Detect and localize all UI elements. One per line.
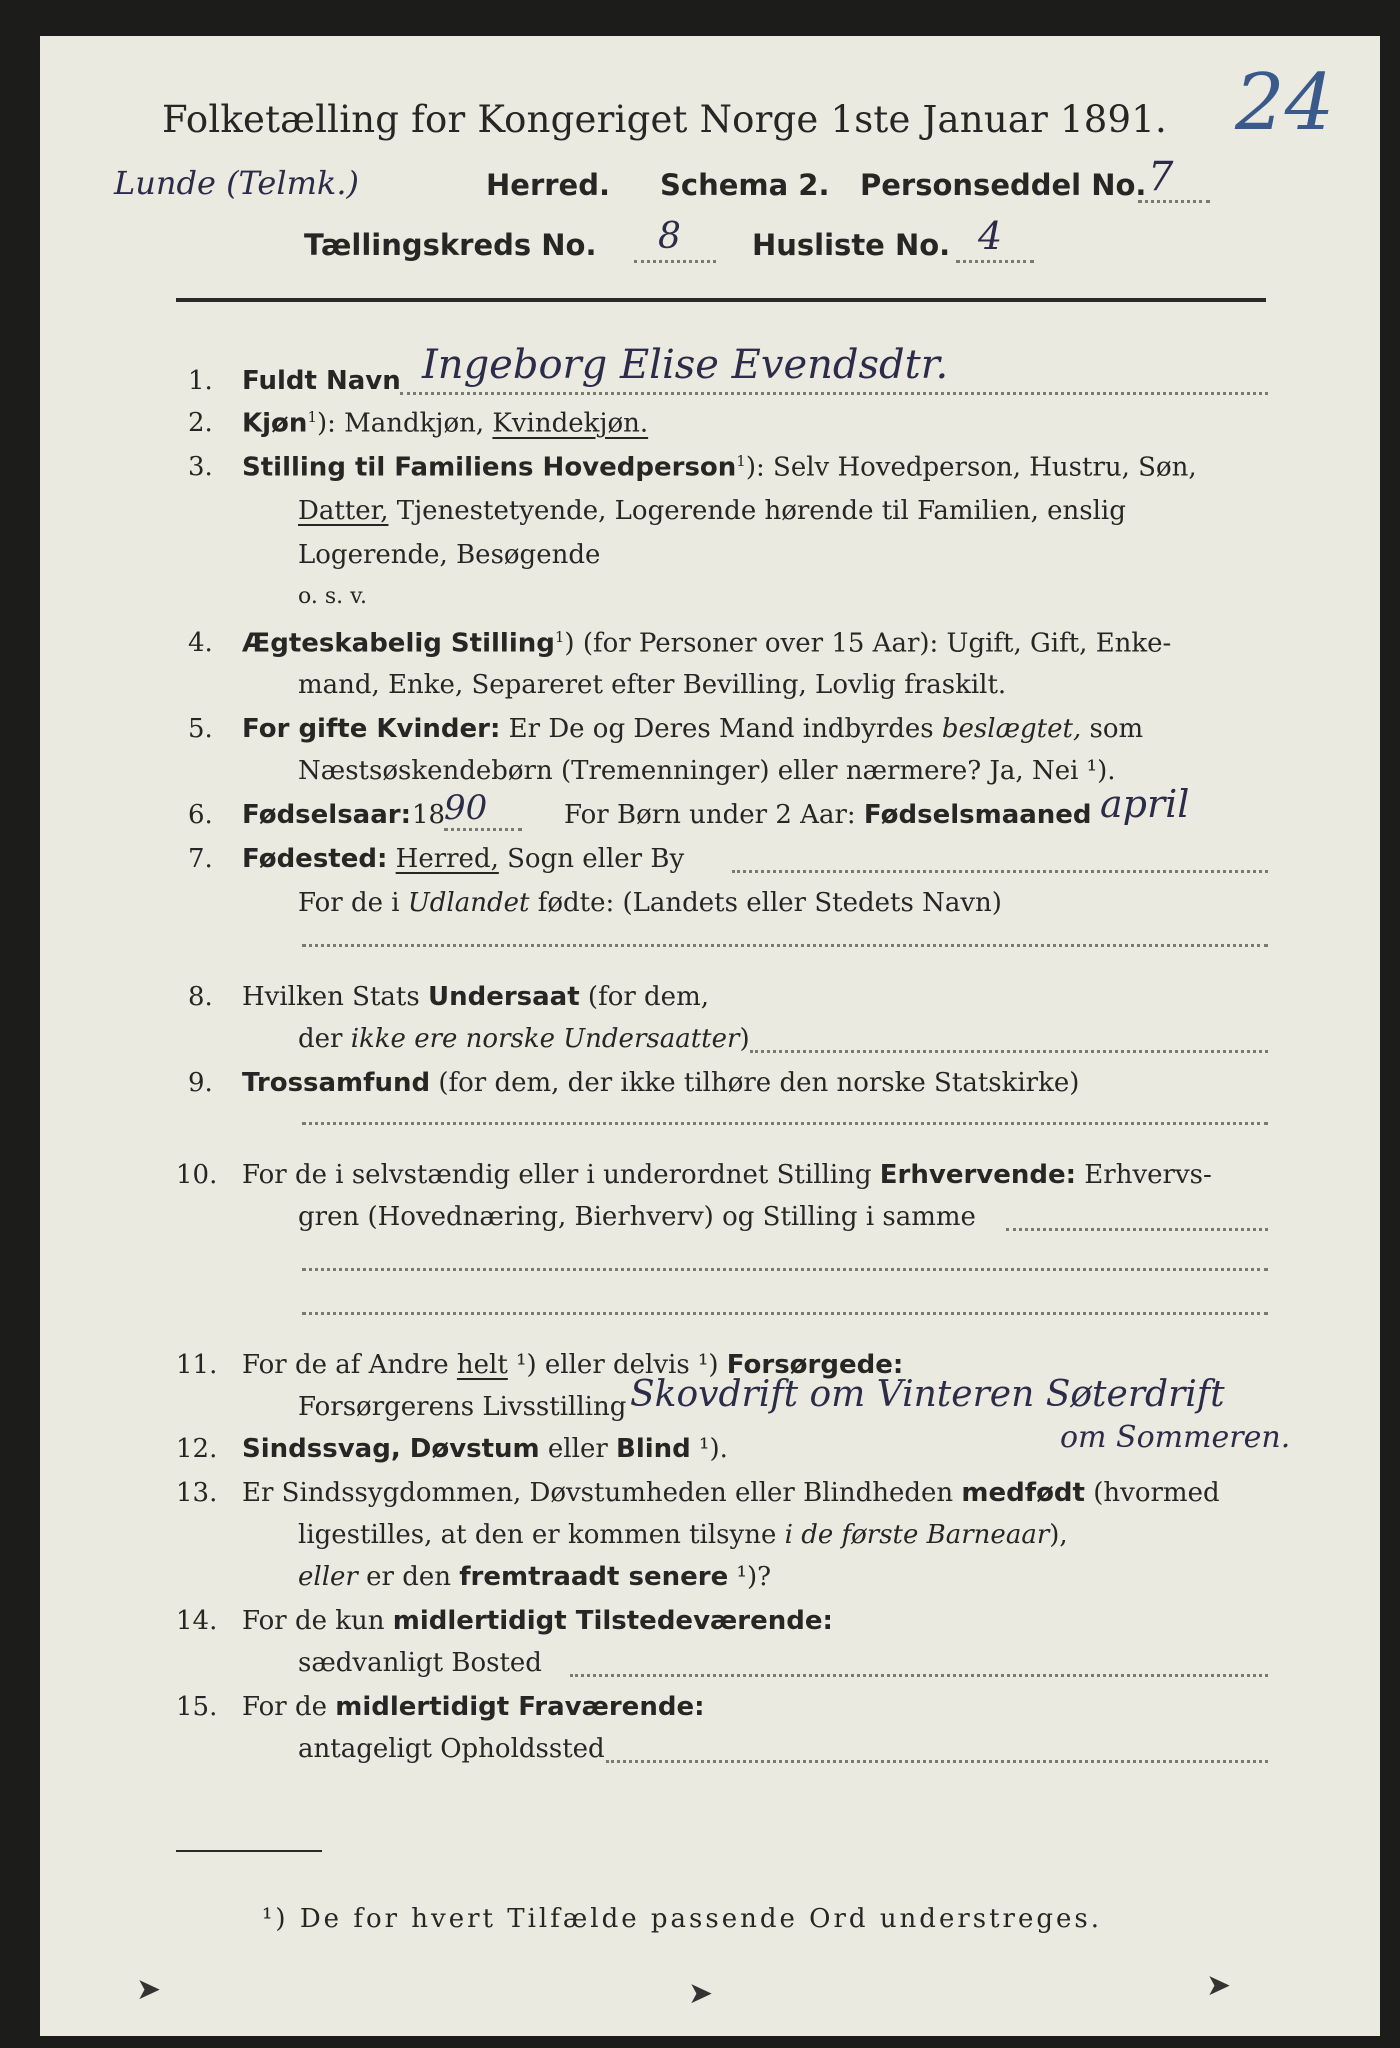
- q13-line3: [298, 1562, 771, 1592]
- footnote-rule: [176, 1850, 322, 1852]
- q8-line2-italic: ikke ere norske Undersaatter: [350, 1024, 740, 1054]
- q1-name-value: Ingeborg Elise Evendsdtr.: [422, 342, 949, 388]
- census-form-page: [40, 36, 1380, 2036]
- q10-number: 10.: [176, 1160, 218, 1190]
- q15-number: 15.: [176, 1692, 218, 1722]
- q2-label: Kjøn: [242, 408, 308, 439]
- q6-number: 6.: [188, 800, 213, 830]
- q11-label: Forsørgede:: [726, 1350, 904, 1380]
- q1-number: 1.: [188, 366, 213, 396]
- q13-line1-b: (hvormed: [1084, 1478, 1220, 1508]
- q7-label: Fødested:: [242, 844, 388, 874]
- q6-label: Fødselsaar:: [242, 800, 411, 830]
- q13-line1: [242, 1478, 1220, 1508]
- q9-line: [242, 1068, 1079, 1098]
- q3-line1: [242, 452, 1197, 483]
- q1-label: Fuldt Navn: [242, 366, 401, 396]
- q9-text: (for dem, der ikke tilhøre den norske Statskirke): [430, 1068, 1080, 1098]
- q7-dots-2: [302, 944, 1268, 947]
- q2-number: 2.: [188, 408, 213, 438]
- q12-text: eller: [539, 1434, 617, 1464]
- q5-line1-end: som: [1081, 714, 1144, 744]
- kreds-label: Tællingskreds No.: [304, 228, 597, 262]
- q7-dots: [732, 870, 1268, 873]
- q10-line1-b: Erhvervs-: [1076, 1160, 1212, 1190]
- q3-label: Stilling til Familiens Hovedperson: [242, 452, 737, 483]
- registration-mark-right: ➤: [1206, 1968, 1232, 2003]
- q2-line: [242, 408, 648, 439]
- q5-label: For gifte Kvinder:: [242, 714, 501, 744]
- q8-line2: [298, 1024, 750, 1054]
- registration-mark-center: ➤: [688, 1976, 714, 2011]
- q7-line2-a: For de i: [298, 888, 408, 918]
- q14-line1: [242, 1606, 833, 1636]
- q7-line1: [242, 844, 684, 874]
- q15-line1: [242, 1692, 704, 1722]
- q12-label: Sindssvag, Døvstum: [242, 1434, 540, 1464]
- q14-number: 14.: [176, 1606, 218, 1636]
- herred-label: Herred.: [486, 168, 610, 202]
- q12-end: ¹).: [690, 1434, 728, 1464]
- q11-line2: Forsørgerens Livsstilling: [298, 1392, 627, 1422]
- q7-selected: Herred,: [395, 844, 499, 874]
- q8-line2-b: ): [739, 1024, 750, 1054]
- q13-label-b: fremtraadt senere: [459, 1562, 729, 1592]
- q14-dots: [570, 1674, 1268, 1677]
- q7-number: 7.: [188, 844, 213, 874]
- q10-line2: gren (Hovednæring, Bierhverv) og Stilling i samme: [298, 1202, 976, 1232]
- form-title: Folketælling for Kongeriget Norge 1ste Januar 1891.: [162, 98, 1167, 141]
- q5-line1-italic: beslægtet,: [941, 714, 1082, 744]
- q10-dots-3: [302, 1312, 1268, 1315]
- footnote: ¹) De for hvert Tilfælde passende Ord understreges.: [262, 1904, 1103, 1934]
- q5-line2: Næstsøskendebørn (Tremenninger) eller nærmere? Ja, Nei ¹).: [298, 756, 1116, 786]
- q13-line2-italic: i de første Barneaar: [784, 1520, 1050, 1550]
- q4-line1-text: ) (for Personer over 15 Aar): Ugift, Gift, Enke-: [564, 628, 1172, 659]
- q8-line1-b: (for dem,: [579, 982, 709, 1012]
- q6-text-b: For Børn under 2 Aar:: [564, 800, 864, 830]
- q11-selected: helt: [456, 1350, 508, 1380]
- q6-year-prefix: 18: [412, 800, 446, 830]
- q6-month-value: april: [1100, 782, 1190, 826]
- kreds-number: 8: [658, 216, 681, 257]
- q11-number: 11.: [176, 1350, 218, 1380]
- q13-line3-b: ¹)?: [728, 1562, 772, 1592]
- q13-line2-b: ),: [1049, 1520, 1068, 1550]
- q8-number: 8.: [188, 982, 213, 1012]
- q3-number: 3.: [188, 452, 213, 482]
- q12-label-b: Blind: [616, 1434, 691, 1464]
- registration-mark-left: ➤: [136, 1972, 162, 2007]
- q7-line2-b: fødte: (Landets eller Stedets Navn): [529, 888, 1002, 918]
- q13-number: 13.: [176, 1478, 218, 1508]
- q10-line1-a: For de i selvstændig eller i underordnet Stilling: [242, 1160, 880, 1190]
- q14-line1-a: For de kun: [242, 1606, 393, 1636]
- page-number: 24: [1235, 58, 1335, 148]
- q8-line2-a: der: [298, 1024, 351, 1054]
- q8-line1-a: Hvilken Stats: [242, 982, 428, 1012]
- personseddel-number: 7: [1148, 154, 1174, 200]
- q5-line1: [242, 714, 1143, 744]
- q13-line3-italic: eller: [298, 1562, 358, 1592]
- q6-line-b: [564, 800, 1092, 830]
- q13-line3-a: er den: [357, 1562, 460, 1592]
- kreds-dots: [634, 260, 716, 263]
- q6-year-dots: [444, 828, 522, 831]
- q4-label: Ægteskabelig Stilling: [242, 628, 555, 659]
- q4-line2: mand, Enke, Separeret efter Bevilling, Lovlig fraskilt.: [298, 670, 1007, 700]
- q12-line: [242, 1434, 728, 1464]
- q15-line2: antageligt Opholdssted: [298, 1734, 605, 1764]
- q15-dots: [606, 1760, 1268, 1763]
- q13-line2: [298, 1520, 1068, 1550]
- q9-label: Trossamfund: [242, 1068, 431, 1098]
- q9-number: 9.: [188, 1068, 213, 1098]
- q11-line1-b: ¹) eller delvis ¹): [507, 1350, 727, 1380]
- schema-label: Schema 2.: [660, 168, 830, 202]
- q8-line1: [242, 982, 709, 1012]
- personseddel-label: Personseddel No.: [860, 168, 1147, 202]
- q11-value-2: om Sommeren.: [1060, 1420, 1291, 1455]
- q2-sup: 1: [307, 408, 317, 426]
- q4-line1: [242, 628, 1171, 659]
- q3-line3: Logerende, Besøgende: [298, 540, 601, 570]
- q10-dots-2: [302, 1268, 1268, 1271]
- q6-year-value: 90: [444, 788, 488, 828]
- q4-number: 4.: [188, 628, 213, 658]
- q5-number: 5.: [188, 714, 213, 744]
- q10-line1: [242, 1160, 1212, 1190]
- q10-dots-1: [1006, 1228, 1268, 1231]
- q15-label: midlertidigt Fraværende:: [335, 1692, 705, 1722]
- q7-line2: [298, 888, 1002, 918]
- q8-label: Undersaat: [427, 982, 580, 1012]
- q11-value-1: Skovdrift om Vinteren Søterdrift: [630, 1374, 1225, 1415]
- q2-selected: Kvindekjøn.: [492, 408, 649, 439]
- husliste-dots: [956, 260, 1034, 263]
- q1-dots: [400, 392, 1268, 395]
- q14-label: midlertidigt Tilstedeværende:: [392, 1606, 833, 1636]
- q13-label: medfødt: [961, 1478, 1085, 1508]
- q6-label-b: Fødselsmaaned: [863, 800, 1092, 830]
- q11-line1-a: For de af Andre: [242, 1350, 457, 1380]
- q7-line2-italic: Udlandet: [407, 888, 530, 918]
- q15-line1-a: For de: [242, 1692, 336, 1722]
- herred-name: Lunde (Telmk.): [114, 164, 359, 202]
- husliste-number: 4: [978, 214, 1003, 258]
- q10-label: Erhvervende:: [879, 1160, 1077, 1190]
- q3-line2-text: Tjenestetyende, Logerende hørende til Familien, enslig: [388, 496, 1126, 526]
- q3-selected: Datter,: [298, 496, 389, 526]
- q7-text: Sogn eller By: [498, 844, 685, 874]
- q13-line2-a: ligestilles, at den er kommen tilsyne: [298, 1520, 785, 1550]
- q3-line4: o. s. v.: [298, 584, 367, 609]
- header-rule: [176, 298, 1266, 302]
- q13-line1-a: Er Sindssygdommen, Døvstumheden eller Blindheden: [242, 1478, 962, 1508]
- q3-sup: 1: [736, 452, 746, 470]
- q12-number: 12.: [176, 1434, 218, 1464]
- q8-dots: [750, 1050, 1268, 1053]
- q3-line1-text: ): Selv Hovedperson, Hustru, Søn,: [745, 452, 1197, 483]
- q9-dots: [302, 1122, 1268, 1125]
- q14-line2: sædvanligt Bosted: [298, 1648, 542, 1678]
- q4-sup: 1: [554, 628, 565, 646]
- q3-line2: [298, 496, 1126, 526]
- husliste-label: Husliste No.: [752, 228, 951, 262]
- q5-line1-text: Er De og Deres Mand indbyrdes: [500, 714, 942, 744]
- personseddel-dots: [1138, 200, 1210, 203]
- q2-text: ): Mandkjøn,: [316, 408, 493, 439]
